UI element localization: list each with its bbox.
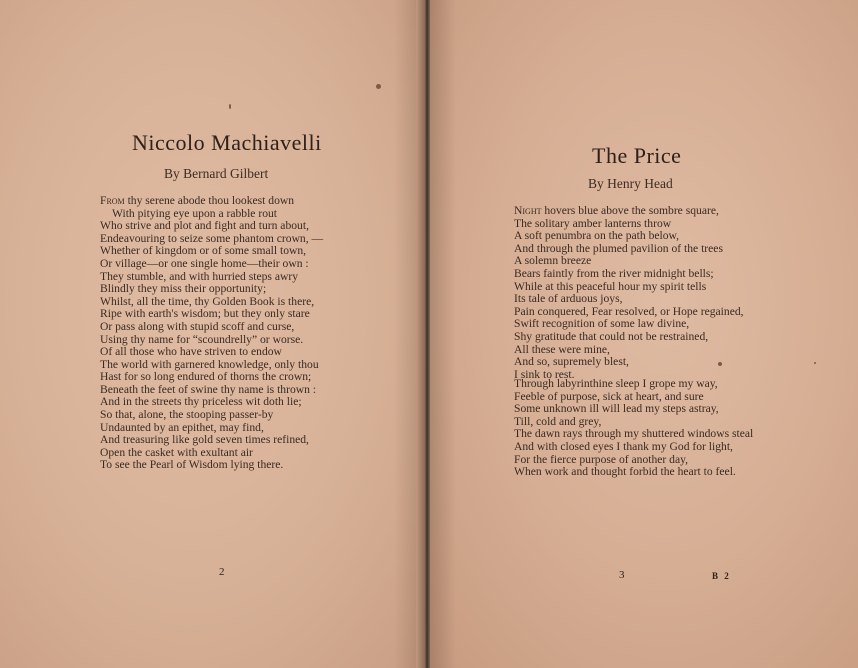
poem-line: Who strive and plot and fight and turn about, bbox=[100, 219, 309, 233]
poem-line: To see the Pearl of Wisdom lying there. bbox=[100, 458, 284, 472]
left-poem-title: Niccolo Machiavelli bbox=[132, 130, 322, 155]
poem-line: The world with garnered knowledge, only thou bbox=[100, 357, 319, 371]
poem-line: I sink to rest. bbox=[514, 367, 575, 381]
poem-line: And so, supremely blest, bbox=[514, 355, 629, 369]
poem-line: And in the streets thy priceless wit doth lie; bbox=[100, 395, 302, 409]
paper-speck bbox=[229, 104, 231, 109]
poem-line: Of all those who have striven to endow bbox=[100, 345, 282, 358]
poem-line: Or pass along with stupid scoff and curse, bbox=[100, 319, 295, 333]
poem-line: The dawn rays through my shuttered windows steal bbox=[514, 427, 754, 441]
poem-line: Hast for so long endured of thorns the crown; bbox=[100, 370, 312, 384]
paper-speck bbox=[718, 362, 722, 366]
poem-line: Endeavouring to seize some phantom crown, — bbox=[100, 231, 324, 245]
poem-line: And through the plumed pavilion of the trees bbox=[514, 241, 723, 255]
poem-line: Feeble of purpose, sick at heart, and sure bbox=[514, 389, 704, 403]
poem-line: Shy gratitude that could not be restrained, bbox=[514, 329, 709, 343]
signature-mark: B 2 bbox=[712, 571, 731, 581]
poem-line: Till, cold and grey, bbox=[514, 414, 602, 428]
left-poem-author: By Bernard Gilbert bbox=[164, 166, 269, 181]
drop-word: Night bbox=[514, 204, 542, 217]
drop-word: From bbox=[100, 194, 125, 207]
poem-line-text: hovers blue above the sombre square, bbox=[541, 204, 719, 217]
right-stanza-2 bbox=[514, 378, 753, 479]
poem-line: Through labyrinthine sleep I grope my way, bbox=[514, 377, 718, 390]
poem-line: Its tale of arduous joys, bbox=[514, 292, 623, 306]
paper-speck bbox=[376, 84, 381, 89]
poem-line bbox=[100, 195, 323, 208]
right-page-number: 3 bbox=[619, 569, 625, 581]
poem-line: They stumble, and with hurried steps awry bbox=[100, 269, 299, 283]
poem-line: The solitary amber lanterns throw bbox=[514, 216, 672, 230]
poem-line: For the fierce purpose of another day, bbox=[514, 452, 689, 466]
right-stanza-1 bbox=[514, 205, 744, 381]
poem-line: Ripe with earth's wisdom; but they only stare bbox=[100, 307, 310, 321]
poem-line: When work and thought forbid the heart to feel. bbox=[514, 465, 736, 479]
left-page bbox=[0, 0, 424, 668]
poem-line: Swift recognition of some law divine, bbox=[514, 317, 690, 331]
poem-line: Bears faintly from the river midnight bells; bbox=[514, 266, 714, 280]
poem-line: Some unknown ill will lead my steps astray, bbox=[514, 402, 719, 416]
poem-line: With pitying eye upon a rabble rout bbox=[112, 206, 278, 220]
poem-line: Blindly they miss their opportunity; bbox=[100, 282, 267, 296]
poem-line: A soft penumbra on the path below, bbox=[514, 229, 680, 243]
right-poem-title: The Price bbox=[592, 143, 682, 168]
poem-line: And with closed eyes I thank my God for light, bbox=[514, 439, 733, 453]
left-page-number: 2 bbox=[219, 566, 225, 578]
right-poem-author: By Henry Head bbox=[588, 176, 673, 191]
left-stanza-2 bbox=[100, 346, 319, 472]
poem-line: Whether of kingdom or of some small town, bbox=[100, 244, 307, 258]
poem-line: Open the casket with exultant air bbox=[100, 445, 253, 459]
poem-line-text: thy serene abode thou lookest down bbox=[124, 194, 295, 207]
left-stanza-1 bbox=[100, 195, 323, 346]
poem-line: A solemn breeze bbox=[514, 254, 592, 268]
poem-line: All these were mine, bbox=[514, 342, 610, 356]
poem-line: So that, alone, the stooping passer-by bbox=[100, 407, 274, 421]
paper-speck bbox=[814, 362, 816, 364]
poem-line: Whilst, all the time, thy Golden Book is there, bbox=[100, 294, 315, 308]
poem-line: Beneath the feet of swine thy name is thrown : bbox=[100, 382, 317, 396]
poem-line: Or village—or one single home—their own : bbox=[100, 256, 309, 270]
poem-line: Undaunted by an epithet, may find, bbox=[100, 420, 264, 434]
poem-line: Using thy name for “scoundrelly” or worse. bbox=[100, 332, 304, 346]
poem-line bbox=[514, 205, 744, 218]
poem-line: And treasuring like gold seven times refined, bbox=[100, 433, 309, 447]
poem-line: While at this peaceful hour my spirit tells bbox=[514, 279, 707, 293]
poem-line: Pain conquered, Fear resolved, or Hope regained, bbox=[514, 304, 744, 318]
right-page bbox=[430, 0, 858, 668]
